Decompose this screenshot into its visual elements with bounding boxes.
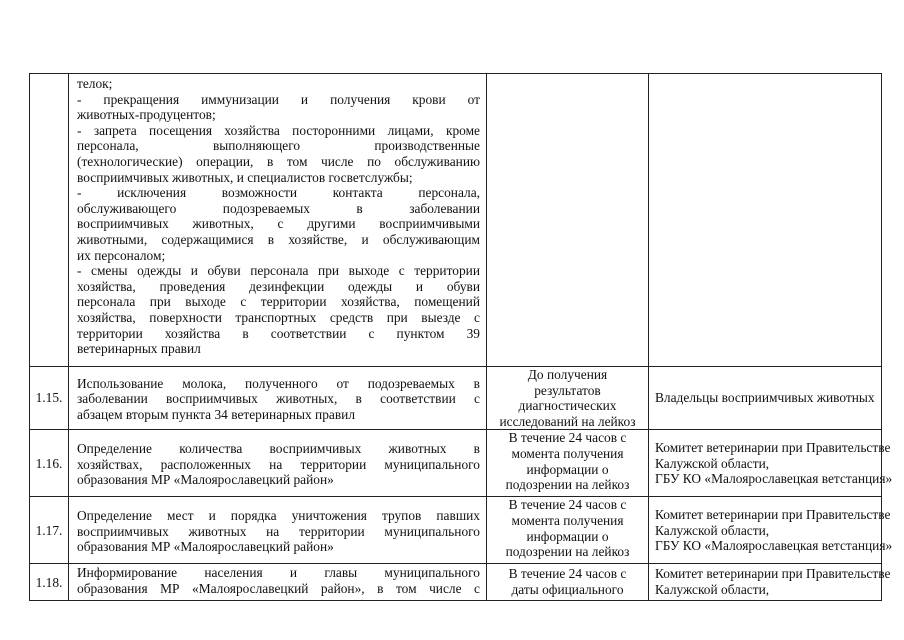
responsible-line: ГБУ КО «Малоярославецкая ветстанция»	[655, 538, 893, 554]
term-line: подозрении на лейкоз	[505, 477, 630, 493]
responsible-cell	[649, 497, 893, 564]
responsible-cell	[649, 367, 882, 430]
description-line: - запрета посещения хозяйства посторонними лицами, кроме	[77, 122, 480, 138]
description-line: (технологические) операции, в том числе по обслуживанию	[77, 153, 480, 169]
description-line: персонала, выполняющего производственные	[77, 138, 480, 154]
responsible-line: Комитет ветеринарии при Правительстве	[655, 566, 891, 582]
description-line: образования МР «Малоярославецкий район», в том числе с	[77, 580, 480, 596]
description-line: Информирование населения и главы муниципального	[77, 565, 480, 581]
term-line: момента получения	[511, 445, 624, 461]
measure-description-cell	[69, 430, 487, 497]
responsible-cell	[649, 430, 893, 497]
description-line: восприимчивых животных на территории муниципального	[77, 523, 480, 539]
responsible-cell	[649, 564, 891, 601]
description-line: абзацем вторым пункта 34 ветеринарных правил	[77, 406, 356, 422]
measures-table	[29, 73, 893, 601]
row-number-cell: 1.16.	[30, 430, 69, 497]
description-line: восприимчивых животных, и специалистов госветслужбы;	[77, 169, 413, 185]
term-cell	[487, 497, 649, 564]
term-line: информации о	[526, 461, 609, 477]
responsible-cell	[649, 74, 882, 367]
responsible-line: Комитет ветеринарии при Правительстве	[655, 439, 891, 455]
description-line: - смены одежды и обуви персонала при выходе с территории	[77, 263, 480, 279]
term-cell	[487, 367, 649, 430]
row-number-cell: 1.15.	[30, 367, 69, 430]
description-line: заболевании восприимчивых животных, в соответствии с	[77, 391, 480, 407]
description-line: - исключения возможности контакта персонала,	[77, 185, 480, 201]
description-line: восприимчивых животных, с другими восприимчивыми	[77, 216, 480, 232]
row-number-cell	[30, 74, 69, 367]
term-cell	[487, 74, 649, 367]
measure-description-cell	[69, 564, 487, 601]
description-line: - прекращения иммунизации и получения крови от	[77, 91, 480, 107]
term-line: результатов	[534, 382, 601, 398]
description-line: территории хозяйства в соответствии с пунктом 39	[77, 325, 480, 341]
term-line: подозрении на лейкоз	[505, 544, 630, 560]
table-row-continuation	[30, 74, 882, 367]
row-number-cell: 1.18.	[30, 564, 69, 601]
term-line: исследований на лейкоз	[499, 413, 636, 429]
responsible-line: Калужской области,	[655, 455, 770, 471]
term-line: даты официального	[511, 581, 624, 597]
term-line: информации о	[526, 528, 609, 544]
term-line: До получения	[527, 367, 608, 382]
responsible-line: Калужской области,	[655, 522, 770, 538]
table-row	[30, 564, 882, 601]
description-line: животными, содержащимися в хозяйстве, и обслуживающим	[77, 231, 480, 247]
description-line: хозяйствах, расположенных на территории муниципального	[77, 456, 480, 472]
description-line: Использование молока, полученного от подозреваемых в	[77, 375, 480, 391]
term-cell	[487, 430, 649, 497]
term-line: диагностических	[518, 398, 617, 414]
table-row	[30, 430, 882, 497]
term-line: момента получения	[511, 512, 624, 528]
description-line: ветеринарных правил	[77, 341, 201, 357]
responsible-line: ГБУ КО «Малоярославецкая ветстанция»	[655, 471, 893, 487]
term-line: В течение 24 часов с	[508, 497, 627, 513]
description-line: их персоналом;	[77, 247, 166, 263]
description-line: животных-продуцентов;	[77, 107, 216, 123]
description-line: образования МР «Малоярославецкий район»	[77, 472, 334, 488]
description-line: образования МР «Малоярославецкий район»	[77, 539, 334, 555]
description-line: Определение количества восприимчивых животных в	[77, 440, 480, 456]
table-row	[30, 497, 882, 564]
responsible-line: Владельцы восприимчивых животных	[655, 390, 875, 406]
description-line: хозяйства, проведения дезинфекции одежды и обуви	[77, 278, 480, 294]
measure-description-cell	[69, 74, 487, 367]
description-line: телок;	[77, 76, 113, 91]
measure-description-cell	[69, 367, 487, 430]
description-line: обслуживающего подозреваемых в заболевании	[77, 200, 480, 216]
table-row	[30, 367, 882, 430]
description-line: хозяйства, поверхности транспортных средств при выезде с	[77, 309, 480, 325]
responsible-line: Калужской области,	[655, 581, 770, 597]
responsible-line: Комитет ветеринарии при Правительстве	[655, 506, 891, 522]
measure-description-cell	[69, 497, 487, 564]
term-cell	[487, 564, 649, 601]
row-number-cell: 1.17.	[30, 497, 69, 564]
description-line: Определение мест и порядка уничтожения трупов павших	[77, 507, 480, 523]
term-line: В течение 24 часов с	[508, 566, 627, 582]
description-line: персонала при выходе с территории хозяйства, помещений	[77, 294, 480, 310]
term-line: В течение 24 часов с	[508, 430, 627, 446]
